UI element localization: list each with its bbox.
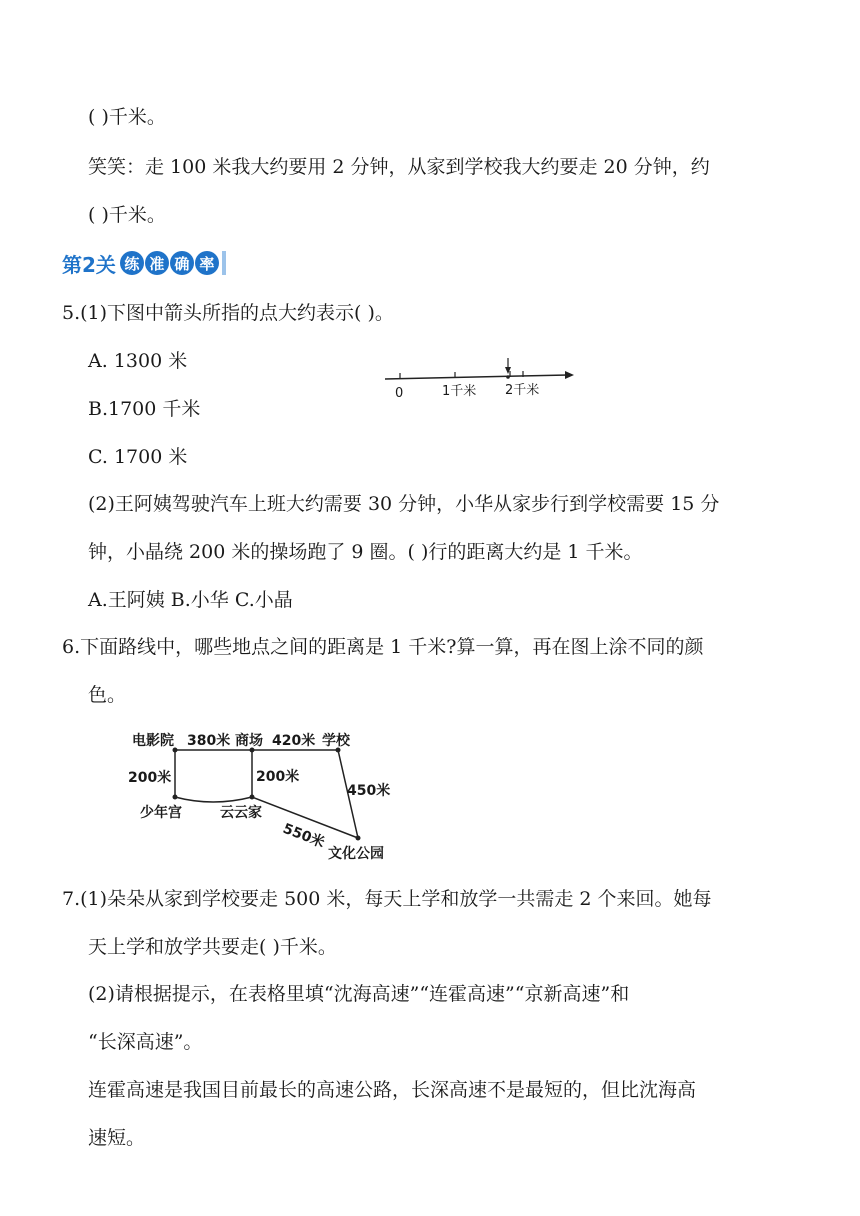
label-school: 学校 xyxy=(322,733,350,749)
label-youth-palace: 少年宫 xyxy=(140,805,182,821)
distance-cinema-mall: 380米 xyxy=(187,733,231,749)
question-7-1-line-1: 7.(1)朵朵从家到学校要走 500 米，每天上学和放学一共需走 2 个来回。她每 xyxy=(62,888,712,910)
label-park: 文化公园 xyxy=(328,846,384,862)
route-youth-home xyxy=(175,797,252,802)
level-label: 第2关 xyxy=(62,252,116,277)
level-banner xyxy=(62,248,226,278)
question-6-line-1: 6.下面路线中，哪些地点之间的距离是 1 千米?算一算，再在图上涂不同的颜 xyxy=(62,636,704,658)
tick-label: 0 xyxy=(395,386,404,401)
answer-blank-line-2: ( )千米。 xyxy=(88,204,166,226)
question-7-2-hint-2: 速短。 xyxy=(88,1127,146,1149)
tick-label: 2千米 xyxy=(505,383,540,398)
label-yunyun-home: 云云家 xyxy=(220,805,262,821)
distance-mall-home: 200米 xyxy=(256,769,300,785)
question-7-2-line-1: (2)请根据提示，在表格里填“沈海高速”“连霍高速”“京新高速”和 xyxy=(88,983,630,1005)
banner-char: 确 xyxy=(170,251,194,275)
tick-label: 1千米 xyxy=(442,384,477,399)
number-line-arrowhead xyxy=(565,371,574,379)
label-cinema: 电影院 xyxy=(132,733,174,749)
xiaoxiao-statement: 笑笑：走 100 米我大约要用 2 分钟，从家到学校我大约要走 20 分钟，约 xyxy=(88,156,710,178)
option-a: A. 1300 米 xyxy=(88,350,188,372)
distance-cinema-youth: 200米 xyxy=(128,770,172,786)
answer-blank-line-1: ( )千米。 xyxy=(88,106,166,128)
distance-mall-school: 420米 xyxy=(272,733,316,749)
number-line-point xyxy=(506,375,510,379)
banner-char: 率 xyxy=(195,251,219,275)
number-line xyxy=(380,355,580,405)
question-5-2-line-1: (2)王阿姨驾驶汽车上班大约需要 30 分钟，小华从家步行到学校需要 15 分 xyxy=(88,493,720,515)
question-5-2-options: A.王阿姨 B.小华 C.小晶 xyxy=(88,589,293,611)
node-yunyun-home xyxy=(250,795,255,800)
number-line-axis xyxy=(385,375,568,379)
option-b: B.1700 千米 xyxy=(88,398,201,420)
distance-home-park: 550米 xyxy=(280,820,327,852)
distance-school-park: 450米 xyxy=(347,783,391,799)
banner-char: 准 xyxy=(145,251,169,275)
question-5-2-line-2: 钟，小晶绕 200 米的操场跑了 9 圈。( )行的距离大约是 1 千米。 xyxy=(88,541,643,563)
question-7-1-line-2: 天上学和放学共要走( )千米。 xyxy=(88,936,337,958)
option-c: C. 1700 米 xyxy=(88,446,188,468)
question-6-line-2: 色。 xyxy=(88,684,127,706)
question-7-2-line-2: “长深高速”。 xyxy=(88,1031,203,1053)
banner-tail xyxy=(222,251,226,275)
node-park xyxy=(356,836,361,841)
node-youth-palace xyxy=(173,795,178,800)
question-5-1: 5.(1)下图中箭头所指的点大约表示( )。 xyxy=(62,302,394,324)
label-mall: 商场 xyxy=(235,733,263,749)
route-map xyxy=(125,725,405,865)
question-7-2-hint-1: 连霍高速是我国目前最长的高速公路，长深高速不是最短的，但比沈海高 xyxy=(88,1079,697,1101)
banner-char: 练 xyxy=(120,251,144,275)
